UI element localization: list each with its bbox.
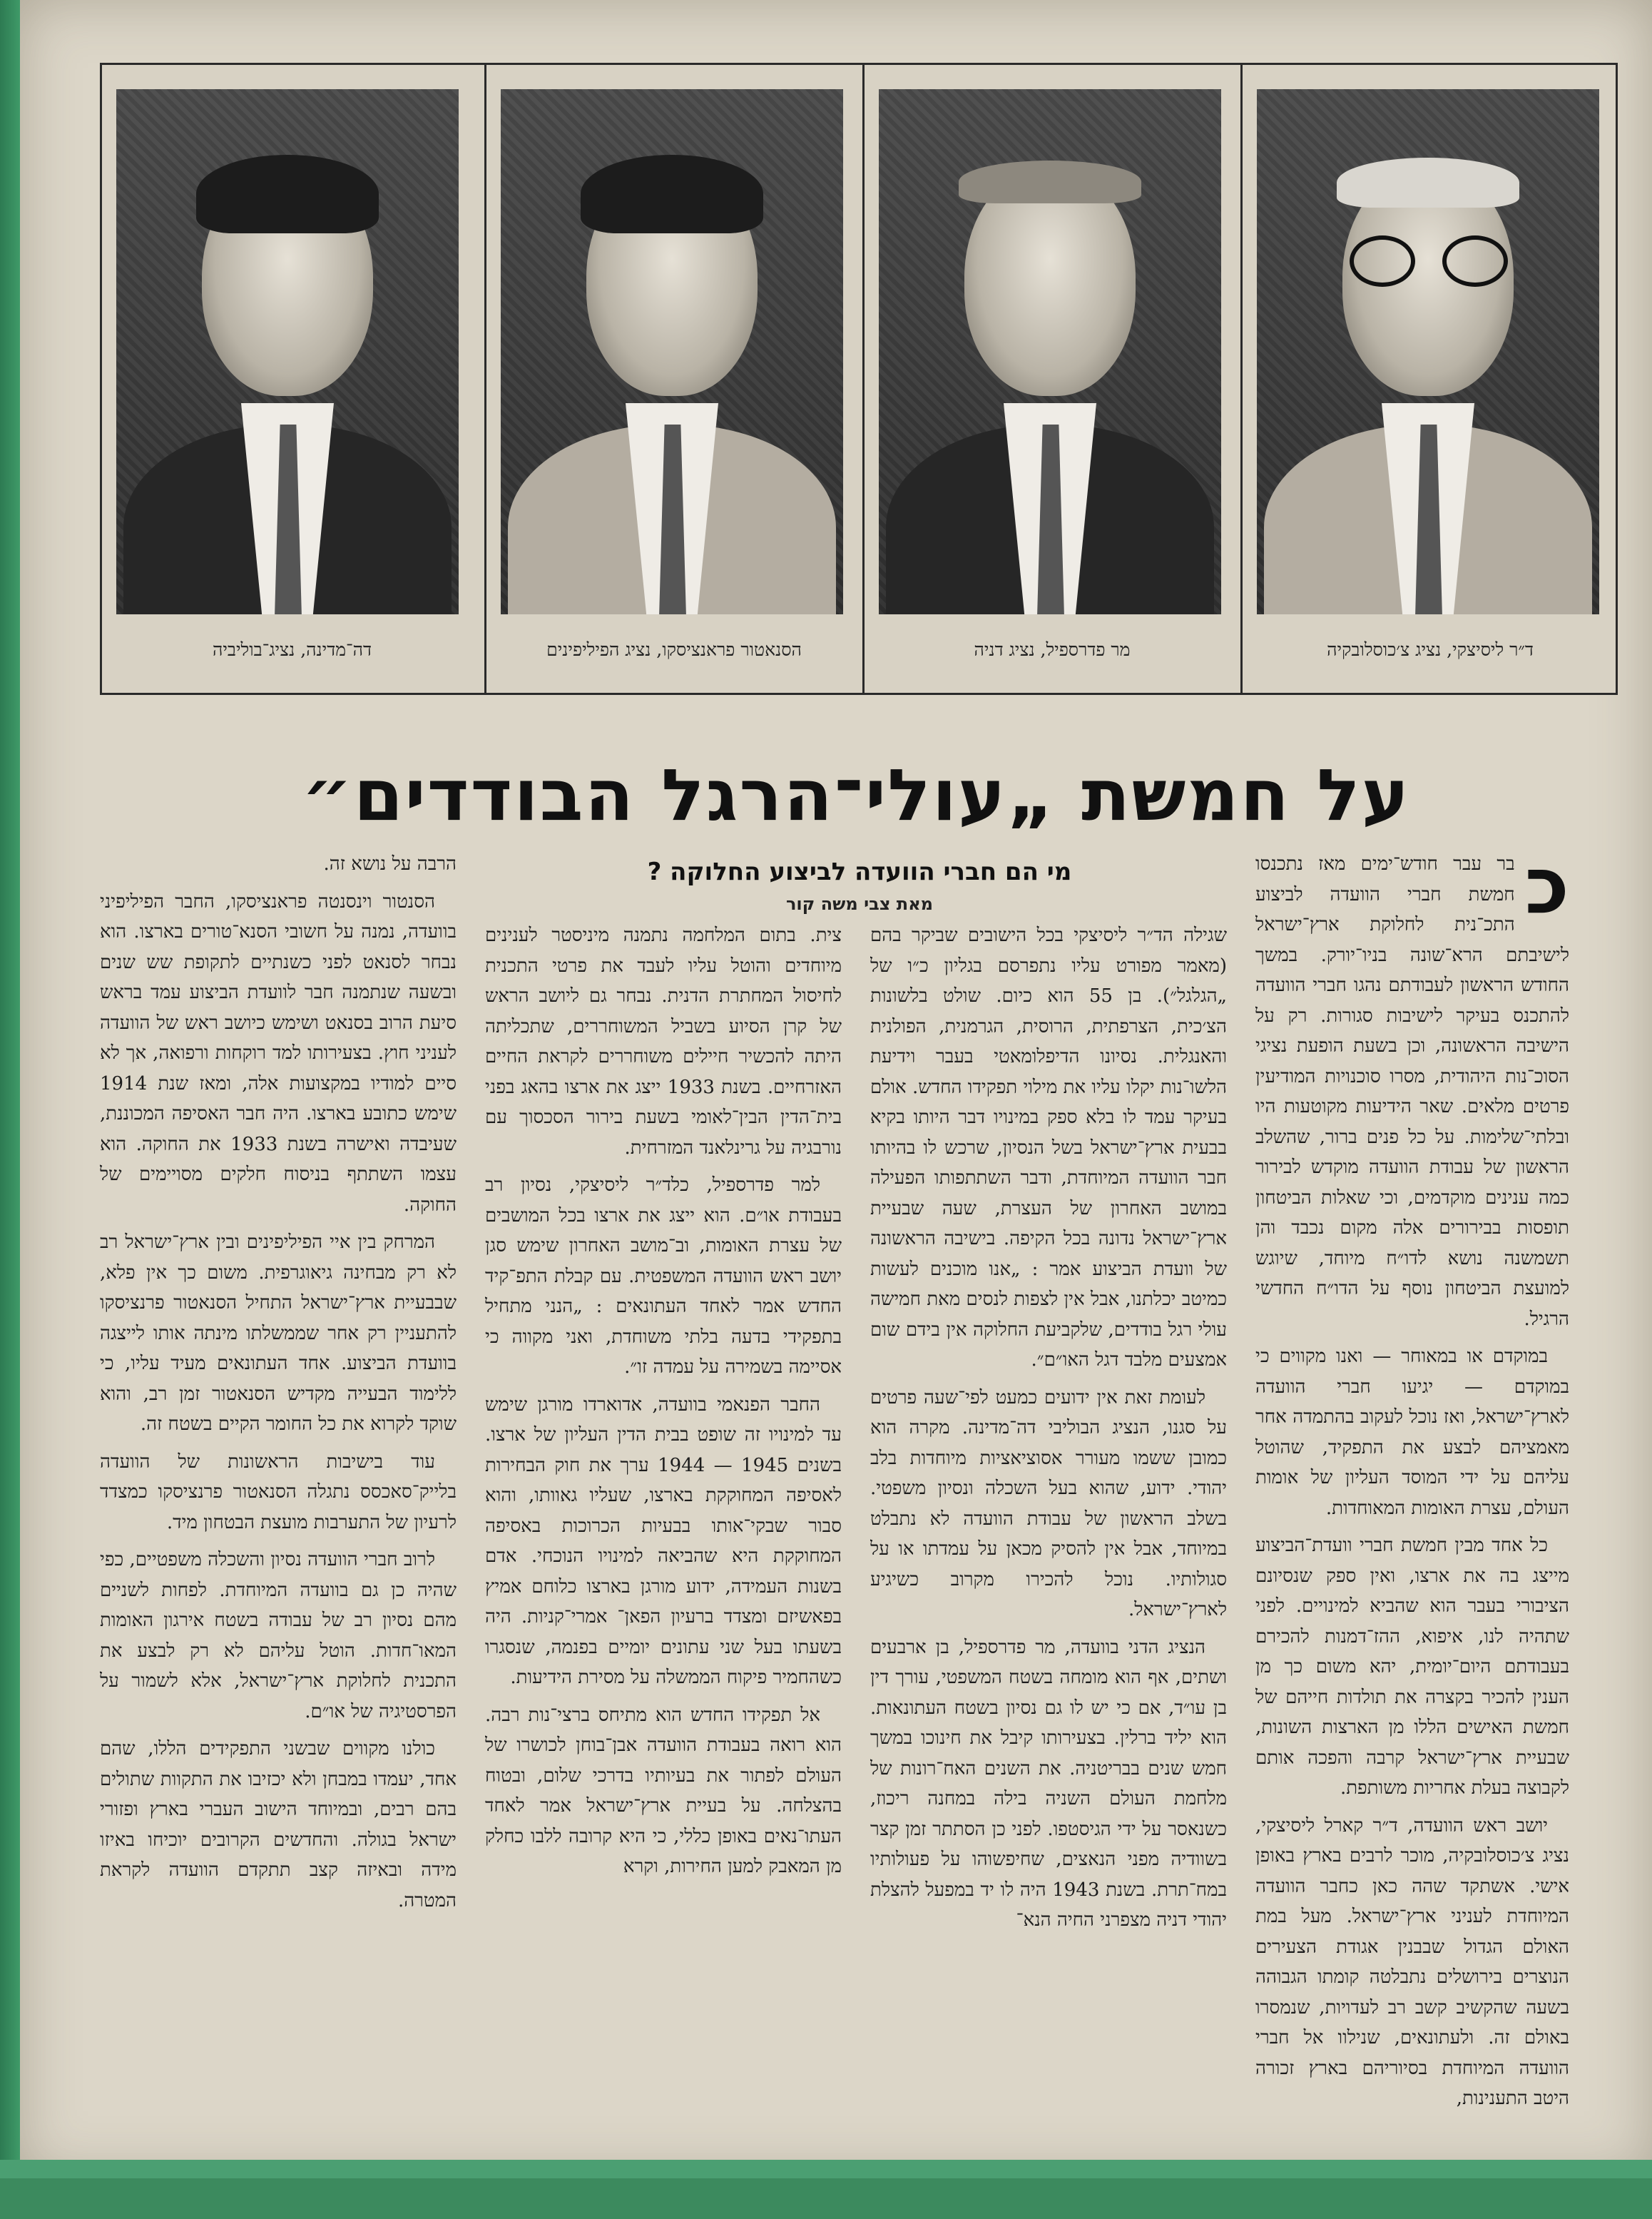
article-column-2	[870, 920, 1227, 2219]
portrait-caption: מר פדרספיל, נציג דניה	[974, 639, 1131, 660]
paragraph: הנציג הדני בוועדה, מר פדרספיל, בן ארבעים ושתים, אף הוא מומחה בשטח המשפטי, עורך דין בן עו״ד, אם כי יש לו גם נסיון בשטח העתונאות. הוא יליד ברלין. בצעירותו קיבל את חינוכו במשך חמש שנים בבריטניה. את השנים האח־רונות של מלחמת העולם השניה בילה במחנה ריכוז, כשנאסר על ידי הגיסטפו. לפני כן הסתתר זמן קצר בשוודיה מפני הנאצים, שחיפשוהו על פעולותיו במח־תרת. בשנת 1943 היה לו יד במפעל להצלת יהודי דניה מצפרני החיה הנא־	[870, 1636, 1227, 1931]
paragraph: לעומת זאת אין ידועים כמעט לפי־שעה פרטים על סגנו, הנציג הבוליבי דה־מדינה. מקרה הוא כמובן ששמו מעורר אסוציאציות מיוחדות בלב יהודי. ידוע, שהוא בעל השכלה ונסיון משפטי. בשלב הראשון של עבודת הוועדה לא נתבלט במיוחד, אבל אין להסיק מכאן על עמדתו או על סגולותיו. נוכל להכירו מקרוב כשיגיע לארץ־ישראל.	[870, 1386, 1227, 1620]
green-cover-strip	[0, 0, 20, 2178]
article-column-3	[485, 920, 842, 2219]
portrait-panel-francisco	[484, 65, 862, 693]
portrait-caption: הסנאטור פראנציסקו, נציג הפיליפינים	[546, 639, 802, 660]
article-headline: על חמשת „עולי־הרגל הבודדים״	[301, 753, 1411, 837]
green-cover-band	[0, 2160, 1652, 2178]
portrait-photo-pedersen	[879, 89, 1221, 614]
portrait-photo-francisco	[501, 89, 843, 614]
paragraph: במוקדם או במאוחר — ואנו מקווים כי במוקדם — יגיעו חברי הוועדה לארץ־ישראל, ואז נוכל לעקוב בהתמדה אחר מאמציהם לבצע את התפקיד, שהוטל עליהם על ידי המוסד העליון של אומות העולם, עצרת האומות המאוחדות.	[1255, 1346, 1569, 1519]
paragraph: הסנטור וינסנטה פראנציסקו, החבר הפיליפיני בוועדה, נמנה על חשובי הסנא־טורים בארצו. הוא נבחר לסנאט לפני כשנתיים לתקופת שש שנים ובשעה שנתמנה חבר לוועדת הביצוע עמד בראש סיעת הרוב בסנאט ושימש כיושב ראש של הוועדה לעניני חוץ. בצעירותו למד רוקחות ורפואה, אך לא סיים למודיו במקצועות אלה, ומאז שנת 1914 שימש כתובע בארצו. היה חבר האסיפה המכוננת, שעיבדה ואישרה בשנת 1933 את החוקה. הוא עצמו השתתף בניסוח חלקים מסויימים של החוקה.	[100, 890, 457, 1216]
portrait-caption: ד״ר ליסיצקי, נציג צ׳כוסלובקיה	[1327, 639, 1534, 660]
portrait-photo-medina	[116, 89, 459, 614]
paragraph: בר עבר חודש־ימים מאז נתכנסו חמשת חברי הוועדה לביצוע התכ־נית לחלוקת ארץ־ישראל לישיבתם הרא־שונה בניו־יורק. במשך החודש הראשון לעבודתם נהגו חברי הוועדה להתכנס בעיקר לישיבות סגורות. רק על הישיבה הראשונה, וכן בשעת הופעת נציגי הסוכ־נות היהודית, מסרו סוכנויות המודיעין פרטים מלאים. שאר הידיעות מקוטעות היו ובלתי־שלימות. על כל פנים ברור, שהשלב הראשון של עבודת הוועדה מוקדש לבירור כמה ענינים מוקדמים, וכי שאלות הביטחון תופסות בבירורים אלה מקום נכבד והן תשמשנה נושא לדו״ח מיוחד, שיוגש למועצת הביטחון נוסף על הדו״ח החדשי הרגיל.	[1255, 853, 1569, 1330]
paragraph: יושב ראש הוועדה, ד״ר קארל ליסיצקי, נציג צ׳כוסלובקיה, מוכר לרבים בארץ באופן אישי. אשתקד שהה כאן כחבר הוועדה המיוחדת לעניני ארץ־ישראל. מעל במת האולם הגדול שבבנין אגודת הצעירים הנוצרים בירושלים נתבלטה קומתו הגבוהה בשעה שהקשיב קשב רב לעדויות, שנמסרו באולם זה. ולעתונאים, שנילוו אל חברי הוועדה המיוחדת בסיוריהם בארץ זכורה היטב התענינות,	[1255, 1814, 1569, 2109]
paragraph: כל אחד מבין חמשת חברי וועדת־הביצוע מייצג בה את ארצו, ואין ספק שנסיונם הציבורי בעבר הוא שהביא למינויים. לפני שתהיה לנו, איפוא, ההז־דמנות להכירם בעבודתם היום־יומית, יהא משום כך מן הענין להכיר בקצרה את תולדות חייהם של חמשת האישים הללו מן הארצות השונות, שבעיית ארץ־ישראל קרבה והפכה אותם לקבוצה בעלת אחריות משותפת.	[1255, 1535, 1569, 1799]
portrait-panel-lisicky	[1240, 65, 1618, 693]
paragraph: שגילה הד״ר ליסיצקי בכל הישובים שביקר בהם (מאמר מפורט עליו נתפרסם בגליון כ״ו של „הגלגל״). בן 55 הוא כיום. שולט בלשונות הצ׳כית, הצרפתית, הרוסית, הגרמנית, הפולנית והאנגלית. נסיונו הדיפלומאטי בעבר וידיעת הלשו־נות יקלו עליו את מילוי תפקידו החדש. אולם בעיקר עמד לו בלא ספק במינויו דבר היותו בקיא בבעית ארץ־ישראל בשל הנסיון, שרכש לו בהיותו חבר הוועדה המיוחדת, ודבר השתתפותו הפעילה במושב האחרון של העצרת, שעה שבעיית ארץ־ישראל נדונה בכל הקיפה. בישיבה הראשונה של וועדת הביצוע אמר : „אנו מוכנים לעשות כמיטב יכלתנו, אבל אין לצפות לנסים מאת חמישה עולי רגל בודדים, שלקביעת החלוקה אין בידם שום אמצעים מלבד דגל האו״ם״.	[870, 925, 1227, 1371]
paragraph: צית. בתום המלחמה נתמנה מיניסטר לענינים מיוחדים והוטל עליו לעבד את פרטי התכנית לחיסול המחתרת הדנית. נבחר גם ליושב הראש של קרן הסיוע בשביל המשוחררים, שתכליתה היתה להכשיר חיילים משוחררים לקראת החיים האזרחיים. בשנת 1933 ייצג את ארצו בהאג בפני בית־הדין הבין־לאומי בשעת בירור הסכסוך עם נורבגיה על גרינלאנד המזרחית.	[485, 925, 842, 1159]
portrait-photo-lisicky	[1257, 89, 1599, 614]
portrait-caption: דה־מדינה, נציג־בוליביה	[212, 639, 372, 660]
article-column-4	[100, 849, 457, 2148]
paragraph: עוד בישיבות הראשונות של הוועדה בלייק־סאכסס נתגלה הסנאטור פרנציסקו כמצדד לרעיון של התערבות מועצת הבטחון מיד.	[100, 1451, 457, 1533]
paragraph: למר פדרספיל, כלד״ר ליסיצקי, נסיון רב בעבודת או״ם. הוא ייצג את ארצו בכל המושבים של עצרת האומות, וב־מושב האחרון שימש סגן יושב ראש הוועדה המשפטית. עם קבלת התפ־קיד החדש אמר לאחד העתונאים : „הנני מתחיל בתפקידי בדעה בלתי משוחדת, ואני מקווה כי אסיימה בשמירה על עמדה זו״.	[485, 1174, 842, 1378]
drop-cap: כ	[1524, 849, 1569, 931]
article-byline: מאת צבי משה קור	[785, 894, 934, 914]
paragraph: כולנו מקווים שבשני התפקידים הללו, שהם אחד, יעמדו במבחן ולא יכזיבו את התקוות שתולים בהם רבים, ובמיוחד הישוב העברי בארץ ופזורי ישראל בגולה. והחדשים הקרובים יוכיחו באיזו מידה ובאיזה קצב תתקדם הוועדה לקראת המטרה.	[100, 1738, 457, 1911]
paragraph: לרוב חברי הוועדה נסיון והשכלה משפטיים, כפי שהיה כן גם בוועדה המיוחדת. לפחות לשניים מהם נסיון רב של עבודה בשטח אירגון האומות המאו־חדות. הוטל עליהם לא רק לבצע את התכנית לחלוקת ארץ־ישראל, אלא לשמור על הפרסטיגיה של או״ם.	[100, 1549, 457, 1722]
portrait-panel-medina	[102, 65, 482, 693]
paragraph: הרבה על נושא זה.	[323, 853, 457, 875]
paragraph: המרחק בין איי הפיליפינים ובין ארץ־ישראל רב לא רק מבחינה גיאוגרפית. משום כך אין פלא, שבבעיית ארץ־ישראל התחיל הסנאטור פרנציסקו להתעניין רק אחר שממשלתו מינתה אותו לייצגה בוועדת הביצוע. אחד העתונאים מעיד עליו, כי ללימוד הבעייה מקדיש הסנאטור זמן רב, והוא שוקד לקרוא את כל החומר הקיים בשטח זה.	[100, 1232, 457, 1435]
article-subheadline: מי הם חברי הוועדה לביצוע החלוקה ?	[647, 858, 1072, 886]
portrait-row	[100, 63, 1618, 695]
paragraph: החבר הפנאמי בוועדה, אדוארדו מורגן שימש עד למינויו זה שופט בבית הדין העליון של ארצו. בשנים 1945 — 1944 ערך את חוק הבחירות לאסיפה המחוקקת בארצו, שעליו גאוותו, והוא סבור שבקי־אותו בבעיות הכרוכות באסיפה המחוקקת היא שהביאה למינויו הנוכחי. אדם בשנות העמידה, ידוע מורגן בארצו כלוחם אמיץ בפאשיזם ומצדד ברעיון הפאן־ אמרי־קניות. היה בשעתו בעל שני עתונים יומיים בפנמה, שנסגרו כשהחמיר פיקוח הממשלה על מסירת הידיעות.	[485, 1393, 842, 1688]
article-column-1	[1255, 849, 1569, 2148]
paragraph: אל תפקידו החדש הוא מתיחס ברצי־נות רבה. הוא רואה בעבודת הוועדה אבן־בוחן לכושרו של העולם לפתור את בעיותיו בדרכי שלום, ובטוח בהצלחה. על בעיית ארץ־ישראל אמר לאחד העתו־נאים באופן כללי, כי היא קרובה ללבו כחלק מן המאבק למען החירות, וקרא	[485, 1704, 842, 1877]
portrait-panel-pedersen	[862, 65, 1240, 693]
